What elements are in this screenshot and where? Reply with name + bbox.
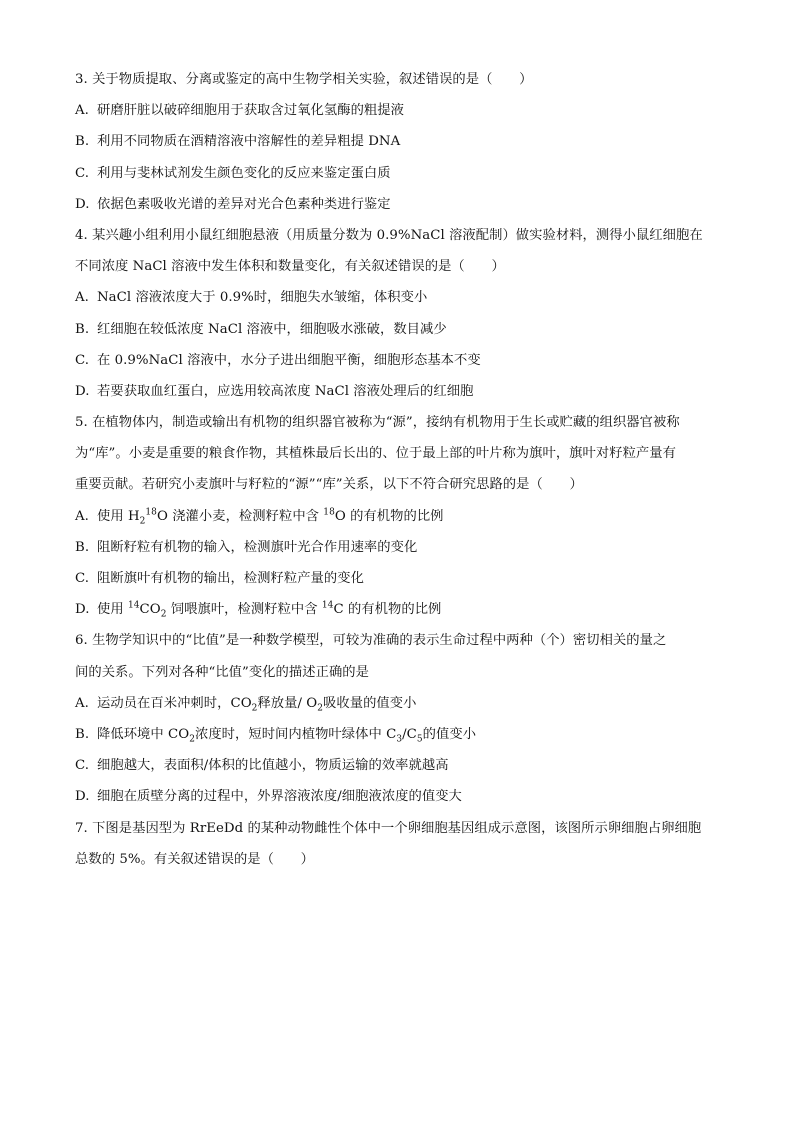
option-letter: B.	[75, 134, 90, 150]
option-c	[75, 345, 725, 376]
option-text: NaCl 溶液浓度大于 0.9%时，细胞失水皱缩，体积变小	[97, 290, 428, 306]
option-text: 使用	[97, 602, 128, 618]
question-stem: 间的关系。下列对各种“比值”变化的描述正确的是	[75, 664, 369, 680]
option-text: 利用与斐林试剂发生颜色变化的反应来鉴定蛋白质	[97, 165, 391, 181]
question-7	[75, 813, 725, 875]
subscript: 2	[251, 703, 258, 714]
superscript: 18	[145, 507, 157, 518]
option-d	[75, 376, 725, 407]
question-stem: 总数的 5%。有关叙述错误的是（ ）	[75, 851, 315, 867]
option-text: 运动员在百米冲刺时，CO	[97, 695, 252, 711]
option-letter: D.	[75, 602, 90, 618]
question-stem: 5. 在植物体内，制造或输出有机物的组织器官被称为“源”，接纳有机物用于生长或贮藏的组织器官被称	[75, 415, 680, 431]
question-stem: 7. 下图是基因型为 RrEeDd 的某种动物雌性个体中一个卵细胞基因组成示意图，该图所示卵细胞占卵细胞	[75, 820, 702, 836]
option-a	[75, 282, 725, 313]
option-text: 细胞越大，表面积/体积的比值越小，物质运输的效率就越高	[97, 758, 449, 774]
question-4	[75, 220, 725, 407]
option-letter: A.	[75, 508, 89, 524]
option-d	[75, 594, 725, 625]
option-text: 利用不同物质在酒精溶液中溶解性的差异粗提 DNA	[97, 134, 401, 150]
option-letter: D.	[75, 789, 90, 805]
option-letter: D.	[75, 196, 90, 212]
option-text: C 的有机物的比例	[333, 602, 442, 618]
superscript: 18	[323, 507, 335, 518]
option-text: 释放量/ O	[257, 695, 318, 711]
option-letter: B.	[75, 726, 90, 742]
option-b	[75, 719, 725, 750]
option-letter: A.	[75, 695, 89, 711]
subscript: 5	[416, 734, 423, 745]
option-text: 浓度时，短时间内植物叶绿体中 C	[194, 726, 397, 742]
option-b	[75, 314, 725, 345]
option-text: 红细胞在较低浓度 NaCl 溶液中，细胞吸水涨破，数目减少	[97, 321, 447, 337]
question-stem: 3. 关于物质提取、分离或鉴定的高中生物学相关实验，叙述错误的是（ ）	[75, 72, 533, 87]
option-text: 阻断旗叶有机物的输出，检测籽粒产量的变化	[97, 571, 364, 586]
option-a	[75, 688, 725, 719]
question-6	[75, 625, 725, 812]
option-letter: B.	[75, 539, 90, 555]
option-text: 细胞在质壁分离的过程中，外界溶液浓度/细胞液浓度的值变大	[97, 789, 462, 805]
subscript: 2	[189, 734, 195, 745]
option-text: 研磨肝脏以破碎细胞用于获取含过氧化氢酶的粗提液	[97, 103, 404, 119]
exam-page	[75, 64, 725, 875]
option-text: 在 0.9%NaCl 溶液中，水分子进出细胞平衡，细胞形态基本不变	[97, 352, 481, 368]
option-text: 降低环境中 CO	[97, 726, 190, 742]
option-letter: D.	[75, 383, 90, 399]
option-letter: C.	[75, 165, 90, 181]
option-text: 饲喂旗叶，检测籽粒中含	[166, 602, 322, 618]
question-stem: 不同浓度 NaCl 溶液中发生体积和数量变化，有关叙述错误的是（ ）	[75, 259, 505, 275]
superscript: 14	[321, 600, 334, 611]
option-b	[75, 532, 725, 563]
option-text: /C	[402, 726, 417, 742]
option-text: O 的有机物的比例	[334, 508, 444, 524]
option-d	[75, 781, 725, 812]
question-5	[75, 407, 725, 625]
option-letter: C.	[75, 571, 90, 586]
option-letter: A.	[75, 103, 89, 119]
option-letter: C.	[75, 352, 90, 368]
subscript: 3	[396, 734, 403, 745]
option-text: 吸收量的值变小	[323, 695, 417, 711]
option-text: 依据色素吸收光谱的差异对光合色素种类进行鉴定	[97, 196, 391, 212]
option-text: O 浇灌小麦，检测籽粒中含	[156, 508, 324, 524]
option-a	[75, 95, 725, 126]
superscript: 14	[127, 600, 140, 611]
option-text: 的值变小	[422, 726, 477, 742]
option-letter: B.	[75, 321, 90, 337]
subscript: 2	[317, 703, 324, 714]
option-text: 若要获取血红蛋白，应选用较高浓度 NaCl 溶液处理后的红细胞	[97, 383, 474, 399]
option-c	[75, 750, 725, 781]
option-letter: C.	[75, 758, 90, 774]
option-text: 使用 H	[97, 508, 140, 524]
option-c	[75, 158, 725, 189]
option-text: 阻断籽粒有机物的输入，检测旗叶光合作用速率的变化	[97, 539, 418, 555]
option-c	[75, 563, 725, 594]
question-stem: 4. 某兴趣小组利用小鼠红细胞悬液（用质量分数为 0.9%NaCl 溶液配制）做实验材料，测得小鼠红细胞在	[75, 227, 703, 243]
option-text: CO	[139, 602, 161, 618]
question-stem: 重要贡献。若研究小麦旗叶与籽粒的“源”“库”关系，以下不符合研究思路的是（ ）	[75, 477, 583, 493]
question-3	[75, 64, 725, 220]
option-letter: A.	[75, 290, 89, 306]
subscript: 2	[139, 516, 146, 527]
question-stem: 为“库”。小麦是重要的粮食作物，其植株最后长出的、位于最上部的叶片称为旗叶，旗叶对籽粒产量有	[75, 446, 676, 462]
option-a	[75, 501, 725, 532]
question-stem: 6. 生物学知识中的“比值”是一种数学模型，可较为准确的表示生命过程中两种（个）密切相关的量之	[75, 633, 667, 649]
option-b	[75, 126, 725, 157]
option-d	[75, 189, 725, 220]
subscript: 2	[160, 609, 167, 620]
